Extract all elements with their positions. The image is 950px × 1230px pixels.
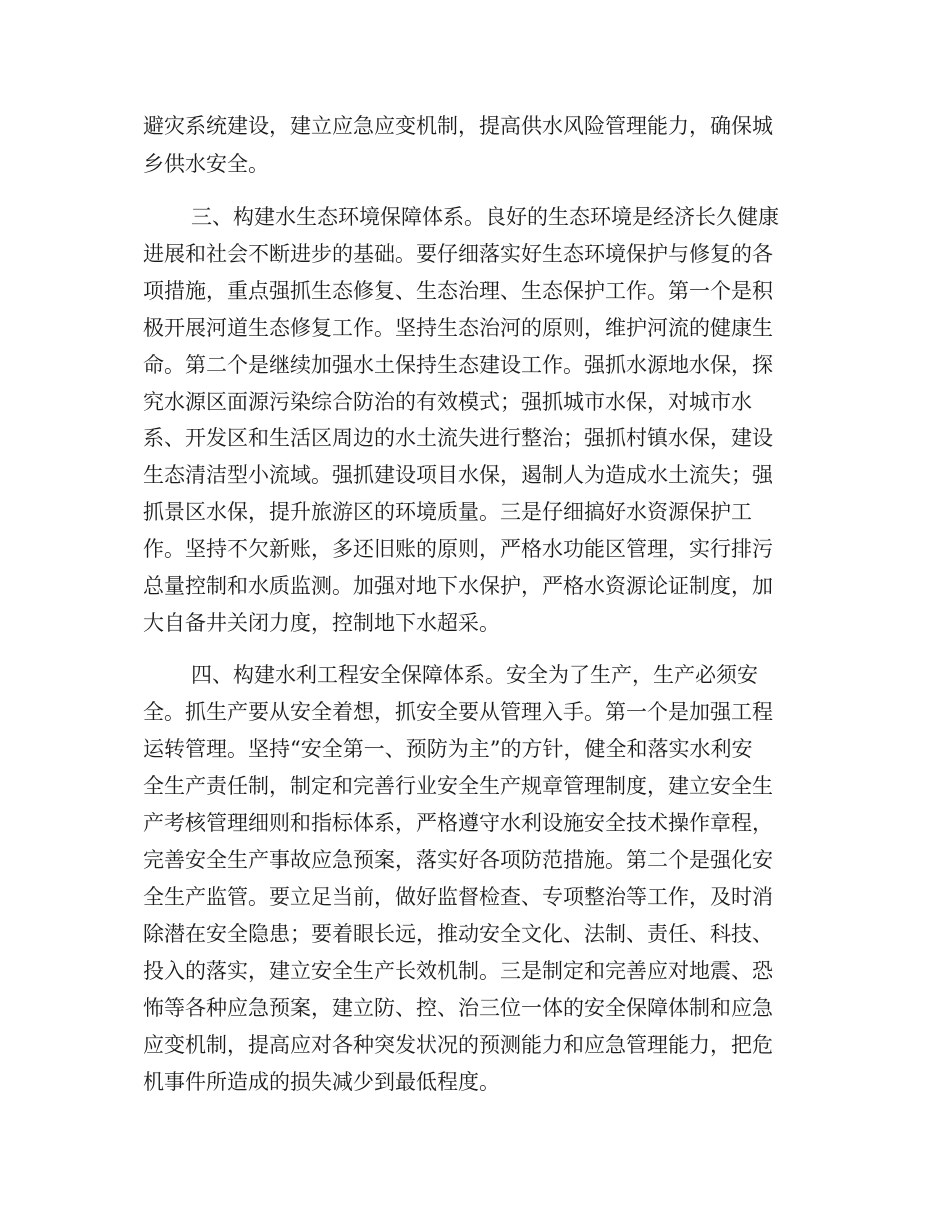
text-line: 项措施，重点强抓生态修复、生态治理、生态保护工作。第一个是积	[143, 279, 773, 303]
text-line: 进展和社会不断进步的基础。要仔细落实好生态环境保护与修复的各	[143, 242, 773, 266]
text-line: 投入的落实，建立安全生产长效机制。三是制定和完善应对地震、恐	[143, 959, 773, 983]
paragraph-heading-line: 三、构建水生态环境保障体系。良好的生态环境是经济长久健康	[191, 205, 779, 229]
text-line: 完善安全生产事故应急预案，落实好各项防范措施。第二个是强化安	[143, 848, 773, 872]
text-line: 生态清洁型小流域。强抓建设项目水保，遏制人为造成水土流失；强	[143, 463, 773, 487]
text-line: 大自备井关闭力度，控制地下水超采。	[143, 611, 500, 635]
text-line: 怖等各种应急预案，建立防、控、治三位一体的安全保障体制和应急	[143, 996, 773, 1020]
text-line: 避灾系统建设，建立应急应变机制，提高供水风险管理能力，确保城	[143, 114, 773, 138]
text-line: 除潜在安全隐患；要着眼长远，推动安全文化、法制、责任、科技、	[143, 922, 773, 946]
text-line: 全。抓生产要从安全着想，抓安全要从管理入手。第一个是加强工程	[143, 700, 773, 724]
paragraph-heading-line: 四、构建水利工程安全保障体系。安全为了生产，生产必须安	[191, 663, 758, 687]
text-line: 全生产责任制，制定和完善行业安全生产规章管理制度，建立安全生	[143, 774, 773, 798]
text-line: 作。坚持不欠新账，多还旧账的原则，严格水功能区管理，实行排污	[143, 537, 773, 561]
text-line: 乡供水安全。	[143, 152, 269, 176]
text-line: 命。第二个是继续加强水土保持生态建设工作。强抓水源地水保，探	[143, 353, 773, 377]
text-line: 究水源区面源污染综合防治的有效模式；强抓城市水保，对城市水	[143, 390, 752, 414]
text-line: 系、开发区和生活区周边的水土流失进行整治；强抓村镇水保，建设	[143, 426, 773, 450]
text-line: 极开展河道生态修复工作。坚持生态治河的原则，维护河流的健康生	[143, 316, 773, 340]
text-line: 应变机制，提高应对各种突发状况的预测能力和应急管理能力，把危	[143, 1033, 773, 1057]
text-line: 抓景区水保，提升旅游区的环境质量。三是仔细搞好水资源保护工	[143, 500, 752, 524]
text-line: 产考核管理细则和指标体系，严格遵守水利设施安全技术操作章程，	[143, 811, 773, 835]
text-line: 总量控制和水质监测。加强对地下水保护，严格水资源论证制度，加	[143, 574, 773, 598]
text-line: 运转管理。坚持“安全第一、预防为主”的方针，健全和落实水利安	[143, 737, 753, 761]
text-line: 机事件所造成的损失减少到最低程度。	[143, 1070, 500, 1094]
text-line: 全生产监管。要立足当前，做好监督检查、专项整治等工作，及时消	[143, 885, 773, 909]
